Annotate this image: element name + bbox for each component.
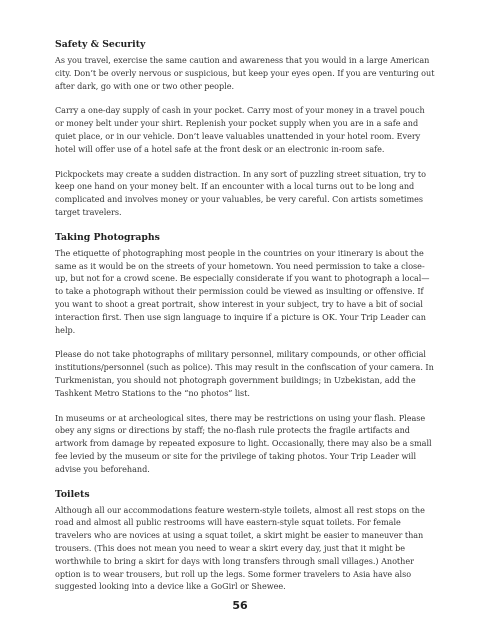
paragraph: Carry a one-day supply of cash in your pocket. Carry most of your money in a travel pouch or money belt under your shirt. Replenish your pocket supply when you are in a safe and quiet place, or in our vehicle. Don’t leave valuables unattended in your hotel room. Every hotel will offer use of a hotel safe at the front desk or an electronic in-room safe. xyxy=(55,105,425,154)
section-heading: Taking Photographs xyxy=(55,231,160,243)
page-number: 56 xyxy=(232,599,248,612)
section-heading: Toilets xyxy=(55,488,90,500)
section-heading: Safety & Security xyxy=(55,39,146,50)
paragraph: Pickpockets may create a sudden distraction. In any sort of puzzling street situation, try to keep one hand on your money belt. If an encounter with a local turns out to be long and complicated and involves money or your valuables, be very careful. Con artists sometimes target travelers. xyxy=(55,168,426,217)
section-safety-security xyxy=(55,38,435,219)
paragraph: Please do not take photographs of military personnel, military compounds, or other official institutions/personnel (such as police). This may result in the confiscation of your camera. In Turkmenistan, you should not photograph government buildings; in Uzbekistan, add the Tashkent Metro Stations to the “no photos” list. xyxy=(55,349,434,398)
paragraph: As you travel, exercise the same caution and awareness that you would in a large American city. Don’t be overly nervous or suspicious, but keep your eyes open. If you are venturing out after dark, go with one or two other people. xyxy=(55,55,435,91)
document-page xyxy=(55,38,435,605)
paragraph: In museums or at archeological sites, there may be restrictions on using your flash. Please obey any signs or directions by staff; the no-flash rule protects the fragile artifacts and artwork from damage by repeated exposure to light. Occasionally, there may also be a small fee levied by the museum or site for the privilege of taking photos. Your Trip Leader will advise you beforehand. xyxy=(55,412,432,474)
section-toilets xyxy=(55,488,435,594)
paragraph: The etiquette of photographing most people in the countries on your itinerary is about the same as it would be on the streets of your hometown. You need permission to take a close-up, but not for a crowd scene. Be especially considerate if you want to photograph a local—to take a photograph without their permission could be viewed as insulting or offensive. If you want to shoot a great portrait, show interest in your subject, try to have a bit of social interaction first. Then use sign language to inquire if a picture is OK. Your Trip Leader can help. xyxy=(55,247,430,335)
paragraph: Although all our accommodations feature western-style toilets, almost all rest stops on the road and almost all public restrooms will have eastern-style squat toilets. For female travelers who are novices at using a squat toilet, a skirt might be easier to maneuver than trousers. (This does not mean you need to wear a skirt every day, just that it might be worthwhile to bring a skirt for days with long transfers through small villages.) Another option is to wear trousers, but roll up the legs. Some former travelers to Asia have also suggested looking into a device like a GoGirl or Shewee. xyxy=(55,504,425,592)
section-taking-photographs xyxy=(55,231,435,476)
